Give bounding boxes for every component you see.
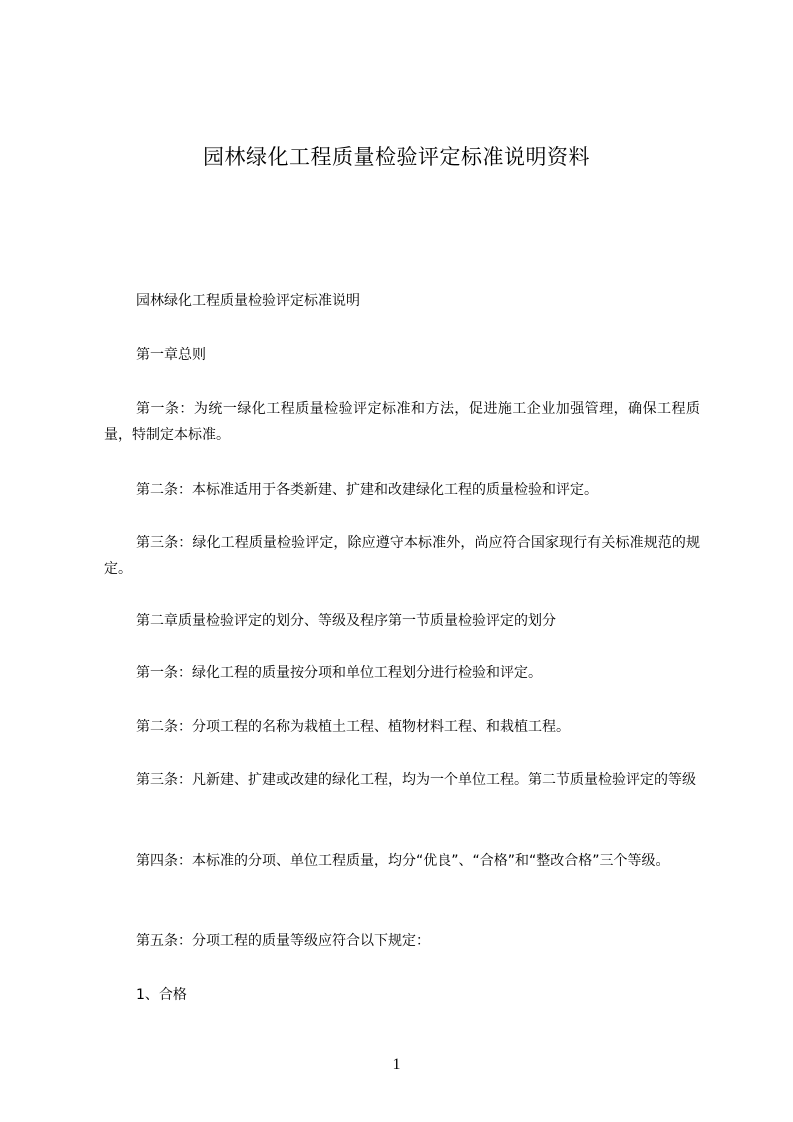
article-paragraph: 第一条：绿化工程的质量按分项和单位工程划分进行检验和评定。 [136, 665, 542, 681]
document-title: 园林绿化工程质量检验评定标准说明资料 [203, 145, 590, 169]
page-number: 1 [392, 1056, 401, 1073]
subtitle-paragraph: 园林绿化工程质量检验评定标准说明 [136, 293, 360, 309]
article-paragraph: 第五条：分项工程的质量等级应符合以下规定： [136, 933, 430, 949]
chapter-2-heading: 第二章质量检验评定的划分、等级及程序第一节质量检验评定的划分 [136, 613, 556, 629]
list-item-paragraph: 1、合格 [136, 987, 187, 1003]
article-paragraph: 第四条：本标准的分项、单位工程质量，均分“优良”、“合格”和“整改合格”三个等级。 [136, 853, 670, 869]
article-paragraph: 第二条：分项工程的名称为栽植土工程、植物材料工程、和栽植工程。 [136, 719, 570, 735]
chapter-1-heading: 第一章总则 [136, 347, 206, 363]
article-paragraph: 第二条：本标准适用于各类新建、扩建和改建绿化工程的质量检验和评定。 [136, 482, 598, 498]
article-paragraph: 第三条：绿化工程质量检验评定，除应遵守本标准外，尚应符合国家现行有关标准规范的规定。 [104, 535, 700, 577]
article-paragraph: 第一条：为统一绿化工程质量检验评定标准和方法，促进施工企业加强管理，确保工程质量，特制定本标准。 [104, 401, 700, 443]
article-paragraph: 第三条：凡新建、扩建或改建的绿化工程，均为一个单位工程。第二节质量检验评定的等级 [136, 772, 696, 788]
